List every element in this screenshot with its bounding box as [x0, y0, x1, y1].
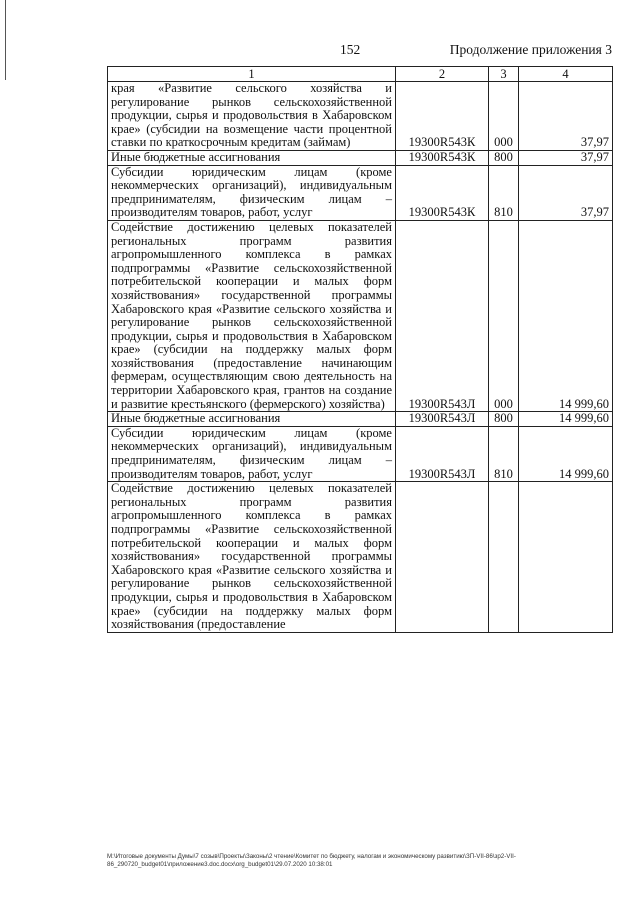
- row-amount: 14 999,60: [519, 426, 613, 481]
- row-description: края «Развитие сельского хозяйства и регулирование рынков сельскохозяйственной продукции, сырья и продовольствия в Хабаровском крае» (субсидии на возмещение части процентной ставки по краткосрочным кредитам (займам): [108, 82, 396, 151]
- table-row: [108, 220, 613, 411]
- column-header: 3: [489, 67, 519, 82]
- row-expense-type: [489, 482, 519, 633]
- row-expense-type: 810: [489, 426, 519, 481]
- row-expense-type: 000: [489, 220, 519, 411]
- row-code: 19300R543Л: [396, 426, 489, 481]
- table-row: [108, 426, 613, 481]
- row-code: 19300R543К: [396, 150, 489, 165]
- row-description: Содействие достижению целевых показателей региональных программ развития агропромышленного комплекса в рамках подпрограммы «Развитие сельскохозяйственной потребительской кооперации и малых форм хозяйствования» государственной программы Хабаровского края «Развитие сельского хозяйства и регулирование рынков сельскохозяйственной продукции, сырья и продовольствия в Хабаровском крае» (субсидии на поддержку малых форм хозяйствования (предоставление: [108, 482, 396, 633]
- table-row: [108, 82, 613, 151]
- file-path-footer: M:\Итоговые документы Думы\7 созыв\Проекты\Законы\2 чтение\Комитет по бюджету, налогам и экономическому развитию\ЗП-VII-86\зр2-VII-86_290720_budget01\приложение3.doc.docx\org_budget01\29.07.2020 10:38:01: [107, 853, 516, 868]
- row-description: Иные бюджетные ассигнования: [108, 412, 396, 427]
- row-amount: 37,97: [519, 82, 613, 151]
- scan-edge-mark: [5, 0, 6, 80]
- table-header-row: [108, 67, 613, 82]
- row-amount: 37,97: [519, 165, 613, 220]
- page-number: 152: [340, 42, 361, 57]
- row-description: Субсидии юридическим лицам (кроме некоммерческих организаций), индивидуальным предпринимателям, физическим лицам – производителям товаров, работ, услуг: [108, 165, 396, 220]
- row-description: Иные бюджетные ассигнования: [108, 150, 396, 165]
- column-header: 2: [396, 67, 489, 82]
- row-expense-type: 810: [489, 165, 519, 220]
- row-amount: 14 999,60: [519, 220, 613, 411]
- row-expense-type: 800: [489, 412, 519, 427]
- row-code: 19300R543Л: [396, 220, 489, 411]
- row-amount: 37,97: [519, 150, 613, 165]
- row-code: 19300R543Л: [396, 412, 489, 427]
- row-description: Содействие достижению целевых показателей региональных программ развития агропромышленного комплекса в рамках подпрограммы «Развитие сельскохозяйственной потребительской кооперации и малых форм хозяйствования» государственной программы Хабаровского края «Развитие сельского хозяйства и регулирование рынков сельскохозяйственной продукции, сырья и продовольствия в Хабаровском крае» (субсидии на поддержку малых форм хозяйствования (предоставление начинающим фермерам, осуществляющим свою деятельность на территории Хабаровского края, грантов на создание и развитие крестьянского (фермерского) хозяйства): [108, 220, 396, 411]
- table-row: [108, 482, 613, 633]
- table-row: [108, 412, 613, 427]
- row-code: [396, 482, 489, 633]
- row-code: 19300R543К: [396, 82, 489, 151]
- row-description: Субсидии юридическим лицам (кроме некоммерческих организаций), индивидуальным предпринимателям, физическим лицам – производителям товаров, работ, услуг: [108, 426, 396, 481]
- row-amount: [519, 482, 613, 633]
- column-header: 1: [108, 67, 396, 82]
- row-expense-type: 800: [489, 150, 519, 165]
- row-expense-type: 000: [489, 82, 519, 151]
- table-row: [108, 150, 613, 165]
- continuation-label: Продолжение приложения 3: [449, 42, 612, 57]
- row-code: 19300R543К: [396, 165, 489, 220]
- budget-table: [107, 66, 613, 633]
- table-row: [108, 165, 613, 220]
- column-header: 4: [519, 67, 613, 82]
- row-amount: 14 999,60: [519, 412, 613, 427]
